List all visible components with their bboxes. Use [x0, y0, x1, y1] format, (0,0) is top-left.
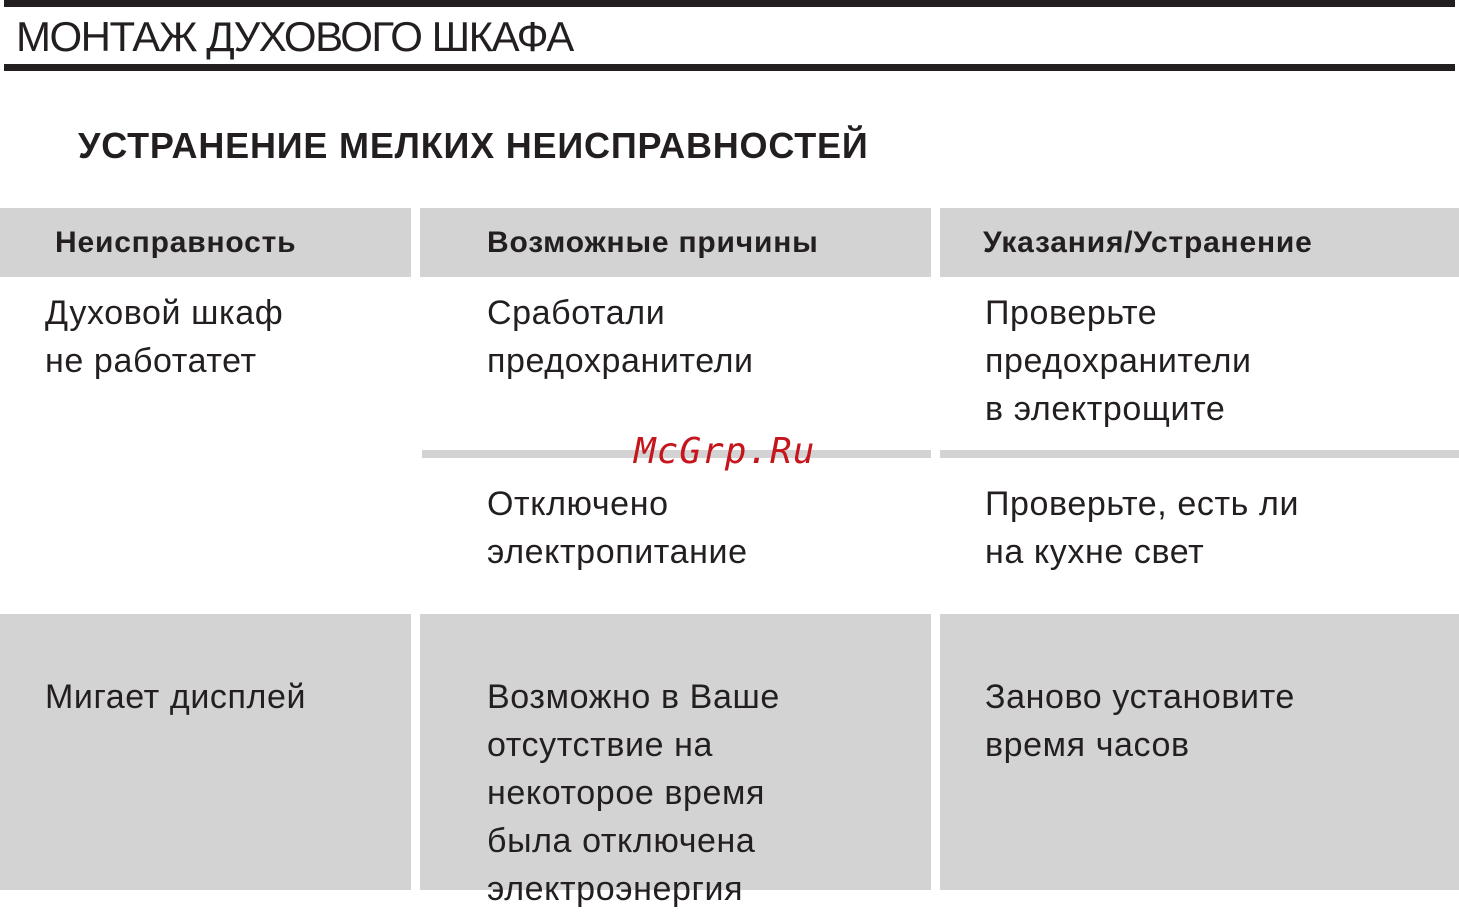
watermark: McGrp.Ru [634, 431, 816, 472]
header-label: Возможные причины [487, 225, 819, 259]
page-heading: УСТРАНЕНИЕ МЕЛКИХ НЕИСПРАВНОСТЕЙ [78, 125, 869, 166]
cell-text: Возможно в Ваше отсутствие на некоторое время была отключена электроэнергия [487, 678, 780, 908]
table-cell-fault: Духовой шкаф не работатет [45, 294, 284, 380]
section-title: МОНТАЖ ДУХОВОГО ШКАФА [16, 13, 573, 60]
table-cell-cause: Отключено электропитание [487, 485, 748, 571]
row-divider [940, 450, 1459, 458]
table-header-causes [420, 208, 931, 277]
table-cell-cause [420, 614, 931, 908]
cell-text: Мигает дисплей [45, 678, 307, 716]
table-cell-fault [0, 614, 411, 890]
table-header-fault [0, 208, 411, 277]
header-label: Неисправность [55, 225, 297, 259]
table-cell-remedy: Проверьте предохранители в электрощите [985, 294, 1252, 428]
table-cell-remedy [940, 614, 1459, 890]
top-rule [4, 0, 1455, 7]
cell-text: Заново установите время часов [985, 678, 1295, 764]
table-header-remedy [940, 208, 1459, 277]
header-label: Указания/Устранение [983, 225, 1313, 259]
table-cell-remedy: Проверьте, есть ли на кухне свет [985, 485, 1300, 571]
title-underline [4, 64, 1455, 71]
table-cell-cause: Сработали предохранители [487, 294, 754, 380]
